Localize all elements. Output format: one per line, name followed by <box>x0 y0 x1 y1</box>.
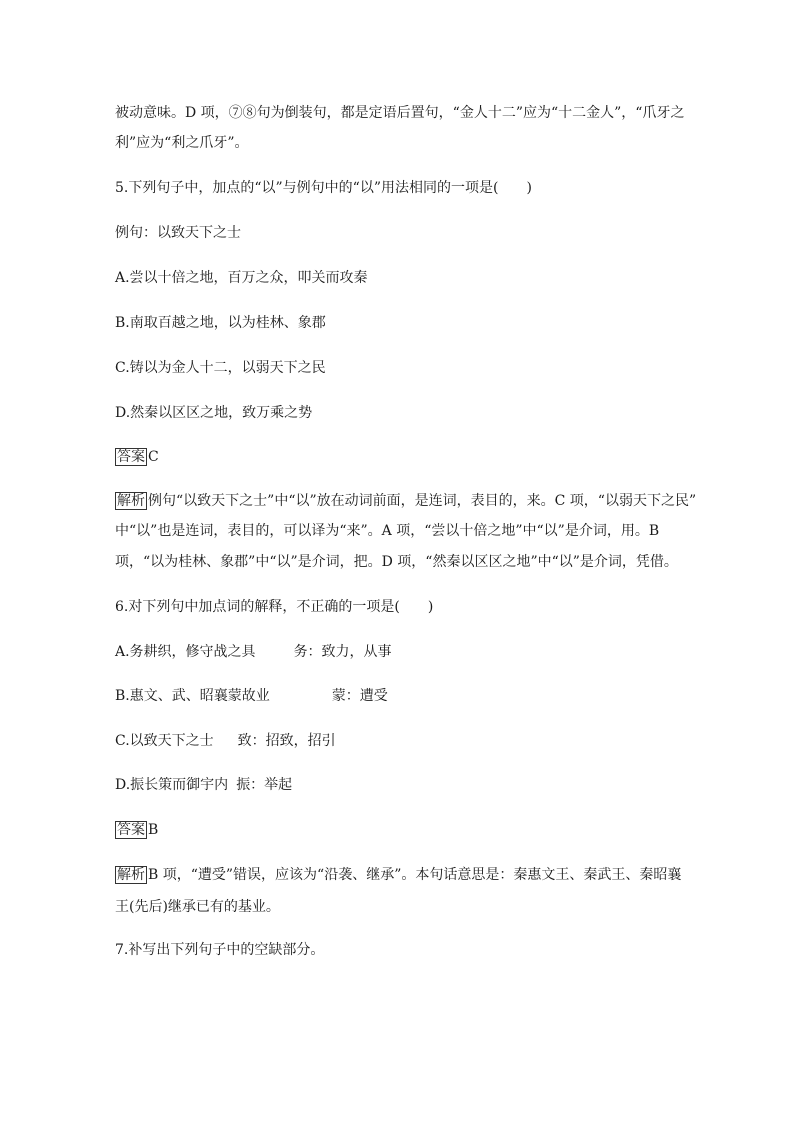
text-line: 被动意味。D 项，⑦⑧句为倒装句，都是定语后置句，“金人十二”应为“十二金人”，“爪牙之 <box>115 105 685 121</box>
option-gloss: 务：致力，从事 <box>293 644 392 660</box>
question-6-analysis <box>115 865 681 885</box>
option-sentence: C.以致天下之士 <box>115 733 214 749</box>
question-7-stem: 7.补写出下列句子中的空缺部分。 <box>115 942 325 958</box>
text-line: 项，“以为桂林、象郡”中“以”是介词，把。D 项，“然秦以区区之地”中“以”是介词，凭借。 <box>115 554 678 570</box>
question-6-option-d <box>115 775 292 795</box>
answer-value: C <box>148 449 159 465</box>
question-6-option-b <box>115 686 388 706</box>
answer-label: 答案 <box>117 449 145 465</box>
question-5-answer <box>115 447 159 467</box>
option-sentence: D.振长策而御宇内 <box>115 777 229 793</box>
text-line: 王(先后)继承已有的基业。 <box>115 899 280 915</box>
question-5-option-a: A.尝以十倍之地，百万之众，叩关而攻秦 <box>115 270 368 286</box>
question-5-stem: 5.下列句子中，加点的“以”与例句中的“以”用法相同的一项是( ) <box>115 180 532 196</box>
question-5-analysis <box>115 491 696 511</box>
question-6-option-c <box>115 731 336 751</box>
text-line: 中“以”也是连词，表目的，可以译为“来”。A 项，“尝以十倍之地”中“以”是介词，用。B <box>115 523 660 539</box>
analysis-text: 例句“以致天下之士”中“以”放在动词前面，是连词，表目的，来。C 项，“以弱天下之民” <box>148 493 697 509</box>
text-line: 利”应为“利之爪牙”。 <box>115 135 249 151</box>
answer-value: B <box>148 822 159 838</box>
question-5-option-b: B.南取百越之地，以为桂林、象郡 <box>115 315 326 331</box>
option-gloss: 振：举起 <box>236 777 293 793</box>
analysis-label: 解析 <box>117 867 145 883</box>
question-5-option-c: C.铸以为金人十二，以弱天下之民 <box>115 360 326 376</box>
question-5-example: 例句：以致天下之士 <box>115 225 241 241</box>
option-gloss: 致：招致，招引 <box>237 733 336 749</box>
analysis-label: 解析 <box>117 493 145 509</box>
question-6-stem: 6.对下列句中加点词的解释，不正确的一项是( ) <box>115 599 434 615</box>
question-6-answer <box>115 820 158 840</box>
option-sentence: A.务耕织，修守战之具 <box>115 644 256 660</box>
question-5-option-d: D.然秦以区区之地，致万乘之势 <box>115 405 313 421</box>
answer-label: 答案 <box>117 822 145 838</box>
option-gloss: 蒙：遭受 <box>331 688 388 704</box>
question-6-option-a <box>115 642 392 662</box>
analysis-text: B 项，“遭受”错误，应该为“沿袭、继承”。本句话意思是：秦惠文王、秦武王、秦昭襄 <box>148 867 682 883</box>
option-sentence: B.惠文、武、昭襄蒙故业 <box>115 688 270 704</box>
